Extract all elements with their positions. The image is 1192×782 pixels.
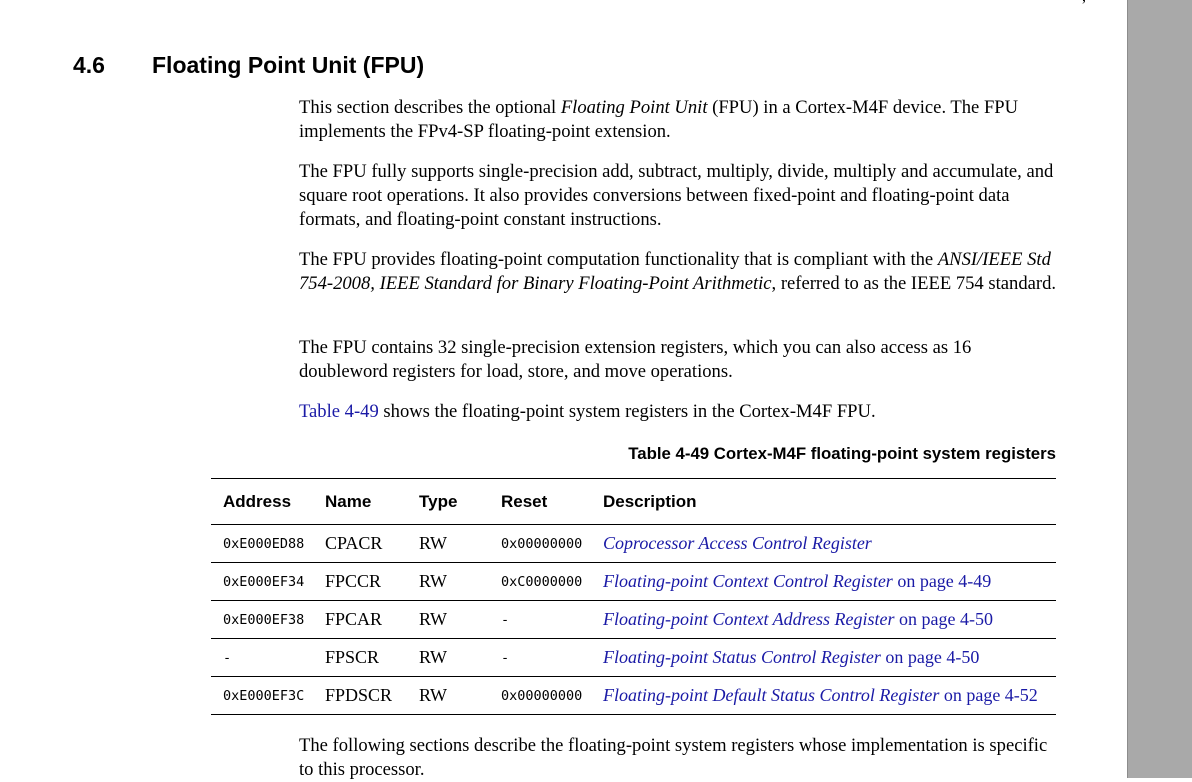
description-link[interactable]: Floating-point Status Control Register — [603, 647, 881, 667]
paragraph-intro-part: This section describes the optional — [299, 97, 561, 118]
table-header-row — [211, 479, 1056, 525]
table-reference-link[interactable]: Table 4-49 — [299, 401, 379, 422]
table-caption: Table 4-49 Cortex-M4F floating-point system registers — [628, 444, 1056, 463]
cell-reset: 0x00000000 — [489, 525, 591, 563]
cell-name: FPDSCR — [313, 677, 407, 715]
paragraph-intro-term: Floating Point Unit — [560, 97, 708, 118]
cell-address: - — [211, 639, 313, 677]
cell-address: 0xE000EF38 — [211, 601, 313, 639]
paragraph-compliance-standard: ANSI/IEEE Std 754-2008, IEEE Standard for Binary Floating-Point Arithmetic — [299, 249, 1051, 294]
cell-type: RW — [407, 601, 489, 639]
cell-address: 0xE000EF34 — [211, 563, 313, 601]
cell-type: RW — [407, 525, 489, 563]
paragraph-intro — [299, 96, 1059, 144]
page-reference-link[interactable]: on page 4-50 — [880, 647, 980, 667]
cell-name: FPSCR — [313, 639, 407, 677]
page-top-mark — [1082, 0, 1086, 6]
paragraph-registers: The FPU contains 32 single-precision extension registers, which you can also access as 16 doubleword registers for load, store, and move operations. — [299, 337, 972, 382]
paragraph-table-ref — [299, 400, 1059, 424]
page-reference-link[interactable]: on page 4-50 — [894, 609, 993, 629]
table-row — [211, 525, 1056, 563]
cell-reset: 0x00000000 — [489, 677, 591, 715]
header-type: Type — [407, 479, 489, 525]
cell-type: RW — [407, 677, 489, 715]
page-reference-link[interactable]: on page 4-49 — [892, 571, 992, 591]
paragraph-table-ref-rest: shows the floating-point system registers in the Cortex-M4F FPU. — [378, 401, 876, 422]
description-link[interactable]: Floating-point Context Address Register — [603, 609, 895, 629]
cell-address: 0xE000ED88 — [211, 525, 313, 563]
cell-description — [591, 639, 1056, 677]
paragraph-operations: The FPU fully supports single-precision add, subtract, multiply, divide, multiply and accumulate, and square root operations. It also provides conversions between fixed-point and floating-point data formats, and floating-point constant instructions. — [299, 161, 1054, 230]
cell-description — [591, 601, 1056, 639]
table-row — [211, 677, 1056, 715]
paragraph-compliance-part: , referred to as the IEEE 754 standard. — [771, 273, 1057, 294]
cell-type: RW — [407, 639, 489, 677]
paragraph-compliance — [299, 248, 1059, 296]
cell-address: 0xE000EF3C — [211, 677, 313, 715]
cell-name: FPCAR — [313, 601, 407, 639]
header-address: Address — [211, 479, 313, 525]
section-title: Floating Point Unit (FPU) — [152, 52, 425, 78]
cell-description — [591, 563, 1056, 601]
cell-name: CPACR — [313, 525, 407, 563]
table-row — [211, 563, 1056, 601]
description-link[interactable]: Floating-point Context Control Register — [603, 571, 893, 591]
paragraph-following: The following sections describe the floating-point system registers whose implementation is specific to this processor. — [299, 735, 1048, 780]
vertical-scrollbar[interactable] — [1127, 0, 1192, 778]
header-name: Name — [313, 479, 407, 525]
cell-description — [591, 677, 1056, 715]
register-table — [211, 478, 1056, 715]
page-reference-link[interactable]: on page 4-52 — [939, 685, 1038, 705]
cell-name: FPCCR — [313, 563, 407, 601]
description-link[interactable]: Coprocessor Access Control Register — [603, 533, 872, 553]
cell-type: RW — [407, 563, 489, 601]
paragraph-compliance-part: The FPU provides floating-point computation functionality that is compliant with the — [299, 249, 938, 270]
cell-reset: - — [489, 601, 591, 639]
section-number: 4.6 — [73, 52, 105, 78]
header-reset: Reset — [489, 479, 591, 525]
cell-description — [591, 525, 1056, 563]
paragraph-intro-part: (FPU) in a Cortex-M4F device. The FPU implements the FPv4-SP floating-point extension. — [299, 97, 1019, 142]
table-row — [211, 601, 1056, 639]
table-row — [211, 639, 1056, 677]
header-description: Description — [591, 479, 1056, 525]
cell-reset: - — [489, 639, 591, 677]
cell-reset: 0xC0000000 — [489, 563, 591, 601]
description-link[interactable]: Floating-point Default Status Control Register — [603, 685, 940, 705]
